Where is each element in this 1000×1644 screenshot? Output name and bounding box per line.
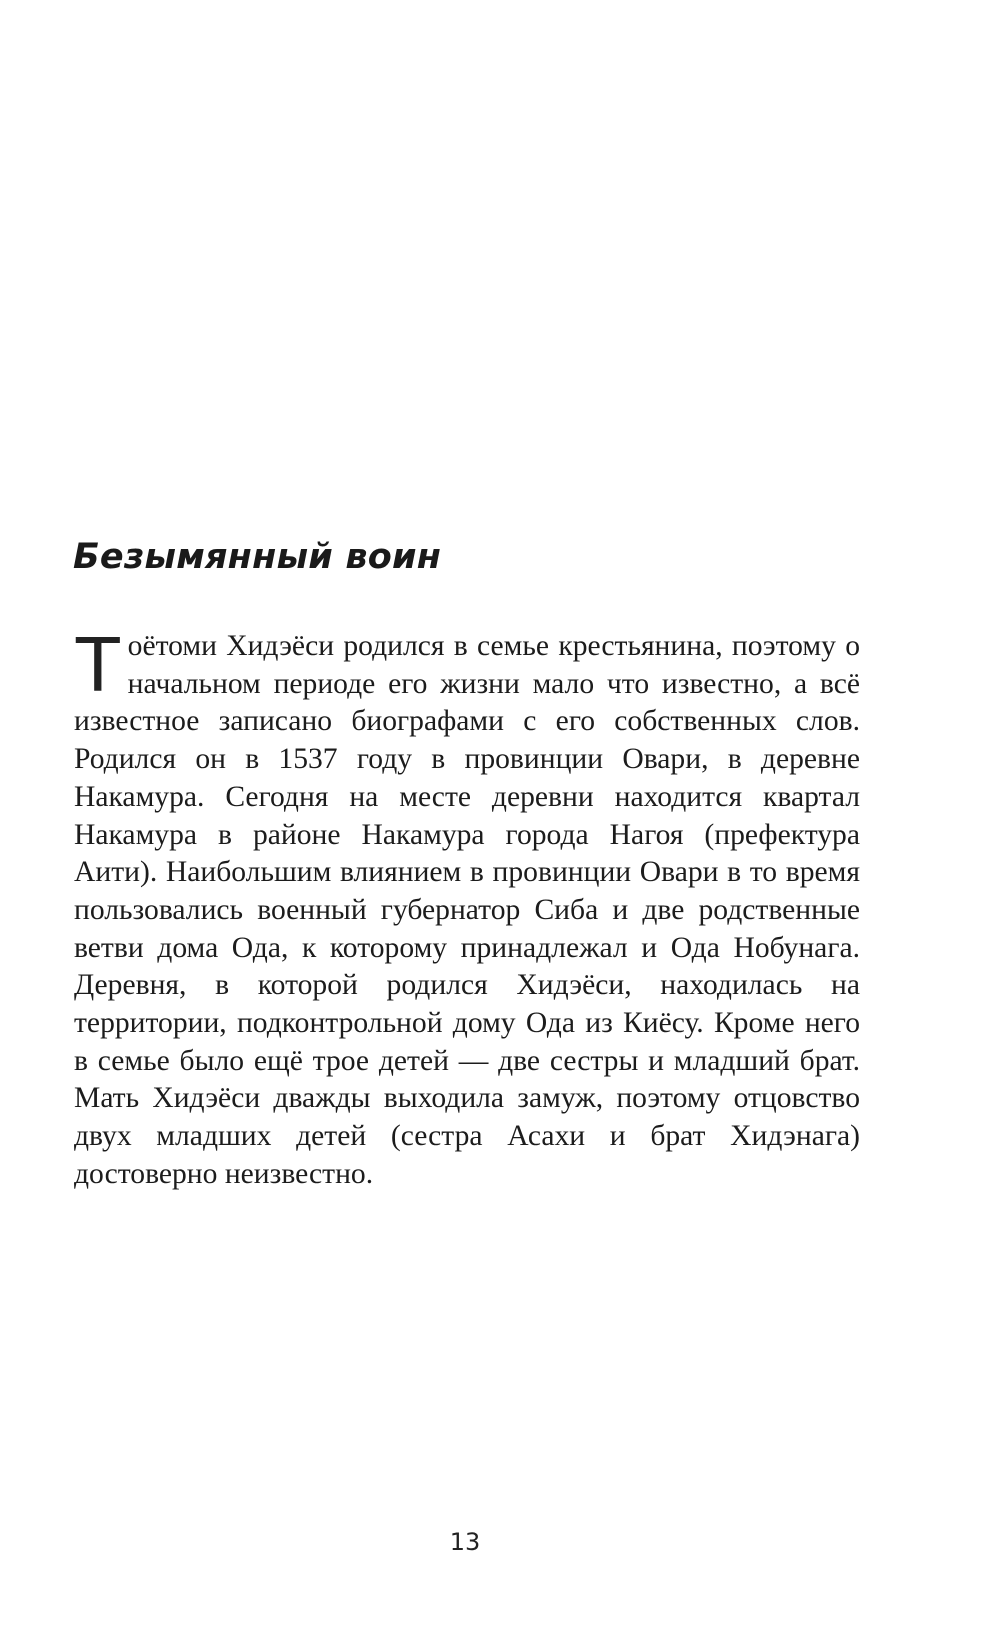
chapter-title: Безымянный воин: [73, 537, 442, 577]
body-paragraph: [74, 620, 860, 1194]
paragraph-text: оётоми Хидэёси родился в семье крестьянина, поэтому о начальном периоде его жизни мало что известно, а всё известное записано биографами с его собственных слов. Родился он в 1537 году в провинции Овари, в деревне Накамура. Сегодня на месте деревни находится квартал Накамура в районе Накамура города Нагоя (префектура Аити). Наибольшим влиянием в провинции Овари в то время пользовались военный губернатор Сиба и две родственные ветви дома Ода, к которому принадлежал и Ода Нобунага. Деревня, в которой родился Хидэёси, находилась на территории, подконтрольной дому Ода из Киёсу. Кроме него в семье было ещё трое детей — две сестры и младший брат. Мать Хидэёси дважды выходила замуж, поэтому отцовство двух младших детей (сестра Асахи и брат Хидэнага) достоверно неизвестно.: [74, 630, 860, 1190]
page-number: 13: [449, 1528, 481, 1556]
drop-cap: Т: [74, 620, 122, 708]
